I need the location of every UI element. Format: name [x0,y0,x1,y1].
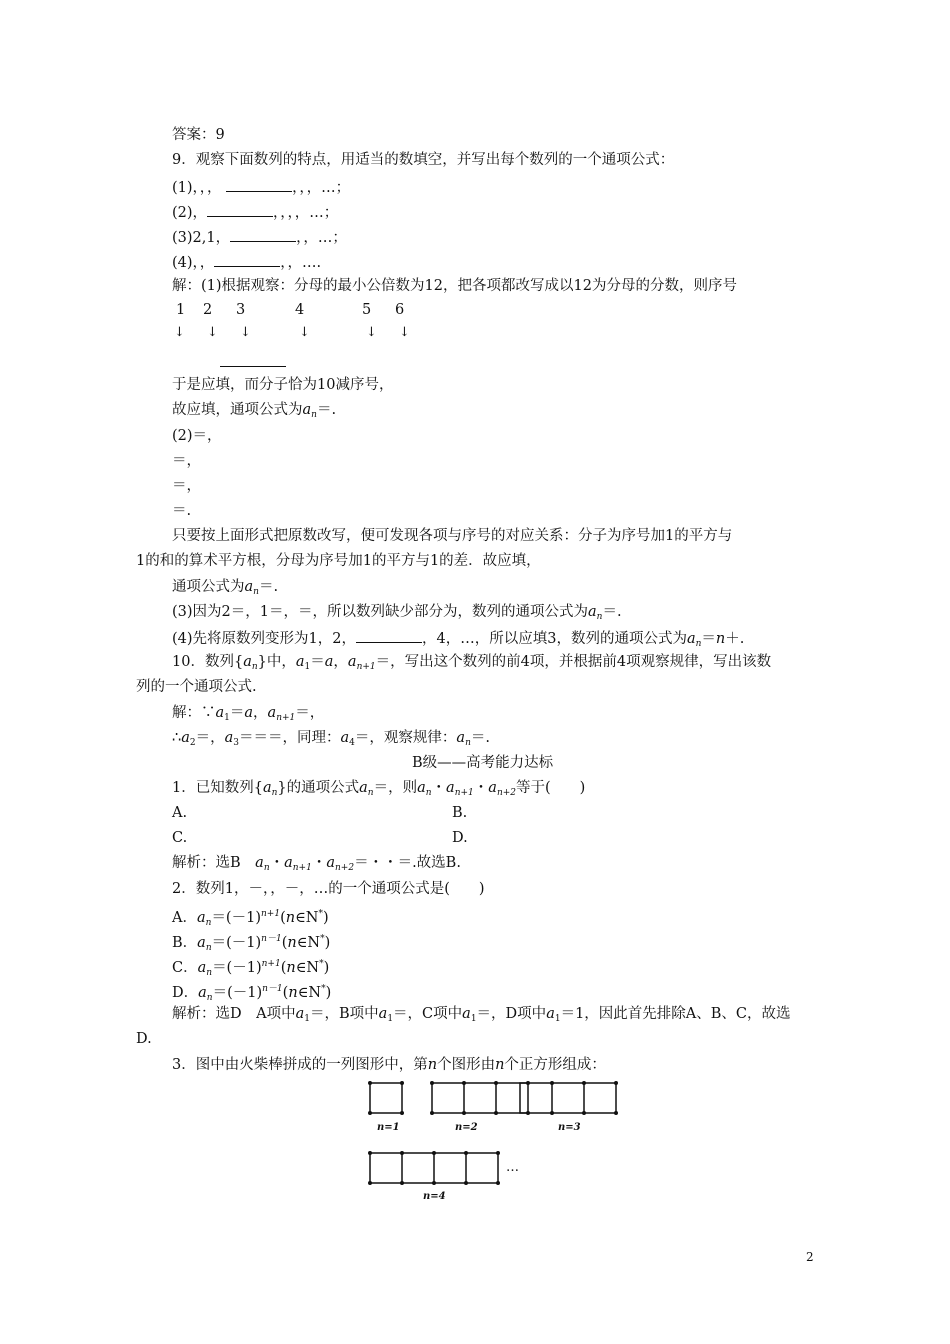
q9-item-3: (3)2,1， ，，…； [172,227,347,247]
label-n3: n=3 [558,1122,581,1133]
blank [230,227,296,242]
b2-analysis: 解析：选D A项中$a_1=$，B项中$a_1=$，C项中$a_1=$，D项中$a_1=1$，因此首先排除A、B、C，故选 [172,1006,791,1024]
q9-stem: 9．观察下面数列的特点，用适当的数填空，并写出每个数列的一个通项公式： [172,152,675,168]
index-5: 5 [362,302,372,318]
blank [214,252,280,267]
q10-stem: 10．数列$\{a_n\}$中，$a_1=a$，$a_{n+1}=$，写出这个数列的前4项，并根据前4项观察规律，写出该数 [172,654,772,672]
square-n1 [370,1083,402,1113]
b2-option-c: C．$a_n=(-1)^{n+1}(n\in N^*)$ [172,959,330,978]
blank-line [220,366,286,367]
b1-option-c: C. [172,830,188,846]
b1-option-b: B. [452,805,468,821]
blank [356,628,422,643]
page-number: 2 [806,1250,814,1264]
index-4: 4 [295,302,305,318]
index-1: 1 [176,302,186,318]
blank [226,177,292,192]
b3-stem: 3．图中由火柴棒拼成的一列图形中，第n个图形由n个正方形组成： [172,1057,606,1073]
b2-analysis-2: D. [136,1031,152,1047]
matchstick-figure [360,1078,630,1203]
q9-fill-2: 故应填，通项公式为$a_n=$. [172,402,337,420]
b2-option-d: D．$a_n=(-1)^{n-1}(n\in N^*)$ [172,984,332,1003]
q10-solution-2: $\therefore a_2=$，$a_3===$，同理：$a_4=$，观察规律：$a_n=$. [172,730,490,748]
down-arrow-icon: ↓ [207,325,218,340]
label-n1: n=1 [377,1122,400,1133]
q9-item-2: (2)， ，，，，…； [172,202,338,222]
q9-item-1: (1)，，， ，，，…； [172,177,350,197]
q9-s2-b: ＝， [172,453,201,469]
blank [207,202,273,217]
b1-option-d: D. [452,830,468,846]
section-b-title: B级——高考能力达标 [412,755,554,771]
index-6: 6 [395,302,405,318]
q10-stem-2: 列的一个通项公式. [136,679,257,695]
b2-option-a: A．$a_n=(-1)^{n+1}(n\in N^*)$ [172,909,329,928]
q9-solution-1: 解：(1)根据观察：分母的最小公倍数为12，把各项都改写成以12为分母的分数，则序号 [172,278,737,294]
index-2: 2 [203,302,213,318]
b1-analysis: 解析：选B $a_n$・$a_{n+1}$・$a_{n+2}=$・・＝.故选B. [172,855,461,873]
squares-n3 [520,1083,616,1113]
label-n4: n=4 [423,1191,446,1202]
down-arrow-icon: ↓ [240,325,251,340]
q9-fill-1: 于是应填，而分子恰为10减序号， [172,377,394,393]
ellipsis: … [506,1160,519,1175]
down-arrow-icon: ↓ [174,325,185,340]
label-n2: n=2 [455,1122,478,1133]
q9-s4: (4)先将原数列变形为1，2， ，4，…，所以应填3，数列的通项公式为$a_n=n+$. [172,628,744,653]
down-arrow-icon: ↓ [366,325,377,340]
q9-s2-f: 1的和的算术平方根，分母为序号加1的平方与1的差．故应填， [136,553,541,569]
q9-s2-d: ＝. [172,503,192,519]
q9-s2-c: ＝， [172,478,201,494]
b2-stem: 2．数列1，－，，－，…的一个通项公式是( ) [172,881,485,897]
index-3: 3 [236,302,246,318]
b2-option-b: B．$a_n=(-1)^{n-1}(n\in N^*)$ [172,934,331,953]
b1-stem: 1．已知数列$\{a_n\}$的通项公式$a_n=$，则$a_n$・$a_{n+1}$・$a_{n+2}$等于( ) [172,780,586,798]
q9-s2-a: (2)＝， [172,428,222,444]
q10-solution-1: 解：$\because a_1=a$，$a_{n+1}=$， [172,705,325,723]
q9-s3: (3)因为2＝，1＝，＝，所以数列缺少部分为，数列的通项公式为$a_n=$. [172,604,622,622]
q9-s2-e: 只要按上面形式把原数改写，便可发现各项与序号的对应关系：分子为序号加1的平方与 [172,528,733,544]
q9-s2-g: 通项公式为$a_n=$. [172,579,279,597]
answer-line: 答案：9 [172,127,225,143]
b1-option-a: A. [172,805,188,821]
squares-n2 [432,1083,528,1113]
down-arrow-icon: ↓ [299,325,310,340]
down-arrow-icon: ↓ [399,325,410,340]
q9-item-4: (4)，， ，，…. [172,252,321,272]
